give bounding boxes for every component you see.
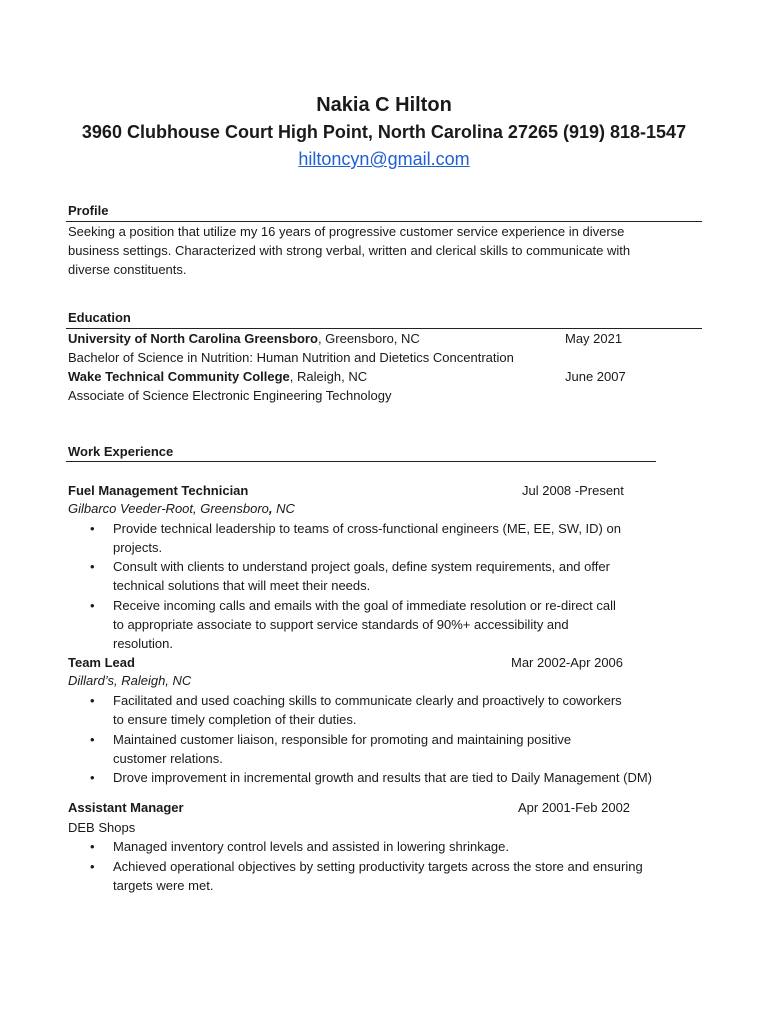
job-date: Mar 2002-Apr 2006 (511, 655, 624, 670)
school-location: , Raleigh, NC (289, 369, 368, 384)
bullet-icon: • (90, 521, 95, 536)
school-name: University of North Carolina Greensboro (68, 331, 318, 346)
bullet-text: to ensure timely completion of their duties. (113, 712, 357, 727)
work-heading: Work Experience (68, 444, 174, 459)
bullet-icon: • (90, 770, 95, 785)
job-company: Dillard’s, Raleigh, NC (68, 673, 192, 688)
bullet-icon: • (90, 859, 95, 874)
job-date: Jul 2008 -Present (522, 483, 624, 498)
profile-line: business settings. Characterized with strong verbal, written and clerical skills to communicate with (68, 243, 631, 258)
bullet-text: customer relations. (113, 751, 223, 766)
bullet-text: resolution. (113, 636, 173, 651)
school-name: Wake Technical Community College (68, 369, 290, 384)
bullet-icon: • (90, 559, 95, 574)
job-title: Team Lead (68, 655, 135, 670)
bullet-text: targets were met. (113, 878, 214, 893)
candidate-name: Nakia C Hilton (316, 94, 452, 116)
degree-name: Associate of Science Electronic Engineering Technology (68, 388, 392, 403)
bullet-text: to appropriate associate to support service standards of 90%+ accessibility and (113, 617, 569, 632)
job-company: DEB Shops (68, 820, 136, 835)
company-separator: , (268, 501, 273, 516)
bullet-text: projects. (113, 540, 163, 555)
bullet-text: Provide technical leadership to teams of cross-functional engineers (ME, EE, SW, ID) on (113, 521, 621, 536)
education-entry (68, 367, 367, 386)
job-company (68, 499, 295, 518)
bullet-text: Facilitated and used coaching skills to communicate clearly and proactively to coworkers (113, 693, 622, 708)
company-state: NC (272, 501, 295, 516)
profile-line: Seeking a position that utilize my 16 years of progressive customer service experience in diverse (68, 224, 625, 239)
bullet-text: Managed inventory control levels and assisted in lowering shrinkage. (113, 839, 509, 854)
bullet-text: Consult with clients to understand project goals, define system requirements, and offer (113, 559, 610, 574)
bullet-text: Drove improvement in incremental growth and results that are tied to Daily Management (DM) (113, 770, 653, 785)
bullet-text: Achieved operational objectives by setting productivity targets across the store and ensuring (113, 859, 643, 874)
company-name: Gilbarco Veeder-Root, Greensboro (68, 501, 269, 516)
school-location: , Greensboro, NC (317, 331, 420, 346)
work-divider (66, 461, 656, 462)
bullet-icon: • (90, 732, 95, 747)
bullet-text: Receive incoming calls and emails with the goal of immediate resolution or re-direct call (113, 598, 616, 613)
email-link[interactable] (0, 149, 768, 170)
contact-address-phone: 3960 Clubhouse Court High Point, North Carolina 27265 (919) 818-1547 (81, 122, 687, 142)
education-date: May 2021 (565, 331, 623, 346)
profile-heading: Profile (68, 203, 109, 218)
job-title: Fuel Management Technician (68, 483, 249, 498)
degree-name: Bachelor of Science in Nutrition: Human Nutrition and Dietetics Concentration (68, 350, 514, 365)
bullet-icon: • (90, 693, 95, 708)
job-title: Assistant Manager (68, 800, 184, 815)
education-heading: Education (68, 310, 131, 325)
bullet-icon: • (90, 839, 95, 854)
bullet-text: technical solutions that will meet their needs. (113, 578, 371, 593)
education-date: June 2007 (565, 369, 626, 384)
bullet-text: Maintained customer liaison, responsible for promoting and maintaining positive (113, 732, 572, 747)
education-entry (68, 329, 420, 348)
email-text[interactable]: hiltoncyn@gmail.com (298, 149, 470, 169)
profile-line: diverse constituents. (68, 262, 187, 277)
bullet-icon: • (90, 598, 95, 613)
job-date: Apr 2001-Feb 2002 (518, 800, 631, 815)
